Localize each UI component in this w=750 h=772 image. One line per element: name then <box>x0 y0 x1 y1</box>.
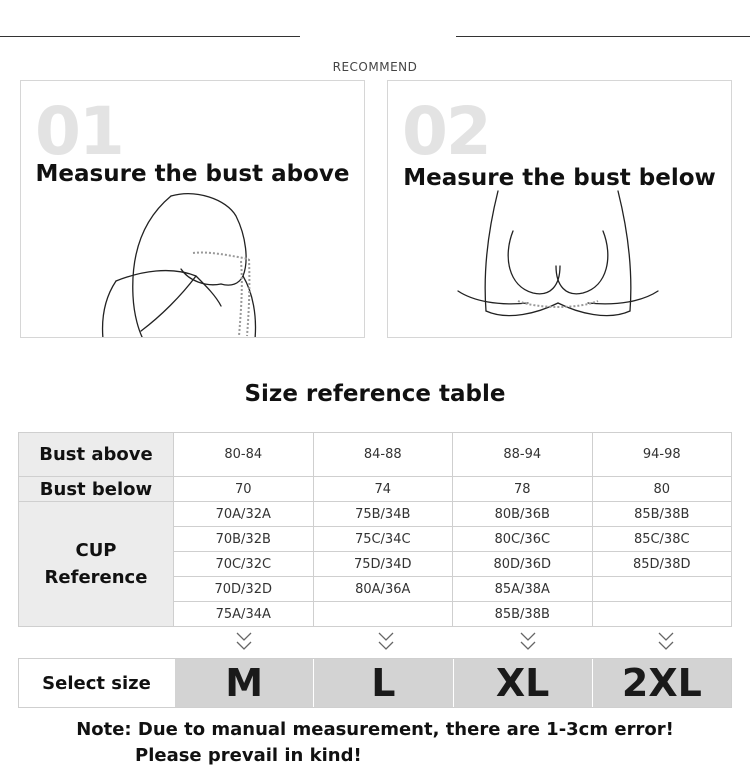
size-reference-table <box>18 432 732 627</box>
table-row-bust-below <box>19 477 732 502</box>
table-cell: 85C/38C <box>592 527 732 552</box>
measure-panel-below <box>387 80 732 338</box>
panel-caption: Measure the bust above <box>35 161 350 187</box>
table-cell <box>592 577 732 602</box>
table-cell: 80 <box>592 477 732 502</box>
row-label-bust-above: Bust above <box>19 433 174 477</box>
bust-above-illustration-icon <box>21 81 365 338</box>
header-rule-left <box>0 36 300 37</box>
size-table-title: Size reference table <box>244 381 506 407</box>
bust-below-illustration-icon <box>388 81 732 338</box>
size-option-xl[interactable]: XL <box>453 659 592 707</box>
table-row-bust-above <box>19 433 732 477</box>
table-cell: 70C/32C <box>174 552 314 577</box>
cup-label-line1: CUP <box>75 540 117 561</box>
panel-number: 02 <box>402 93 490 170</box>
table-cell <box>592 602 732 627</box>
select-size-label: Select size <box>19 659 174 707</box>
recommend-label: RECOMMEND <box>332 60 418 74</box>
table-cell: 70 <box>174 477 314 502</box>
table-cell: 85B/38B <box>592 502 732 527</box>
table-cell: 75A/34A <box>174 602 314 627</box>
table-cell: 75B/34B <box>313 502 453 527</box>
cup-label-line2: Reference <box>44 567 148 588</box>
chevron-down-icon <box>234 631 254 653</box>
table-cell: 85B/38B <box>453 602 593 627</box>
note-line-1: Note: Due to manual measurement, there are 1-3cm error! <box>76 719 674 740</box>
table-cell: 78 <box>453 477 593 502</box>
row-label-cup-reference <box>19 502 174 627</box>
table-cell: 80-84 <box>174 433 314 477</box>
table-cell: 70A/32A <box>174 502 314 527</box>
table-cell: 88-94 <box>453 433 593 477</box>
table-cell: 74 <box>313 477 453 502</box>
table-cell: 80B/36B <box>453 502 593 527</box>
table-cell: 84-88 <box>313 433 453 477</box>
table-cell: 80A/36A <box>313 577 453 602</box>
table-cell <box>313 602 453 627</box>
size-option-2xl[interactable]: 2XL <box>592 659 731 707</box>
panel-caption: Measure the bust below <box>403 165 716 191</box>
table-cell: 85D/38D <box>592 552 732 577</box>
row-label-bust-below: Bust below <box>19 477 174 502</box>
table-cell: 75C/34C <box>313 527 453 552</box>
header-rule-right <box>456 36 750 37</box>
table-cell: 80D/36D <box>453 552 593 577</box>
table-cell: 94-98 <box>592 433 732 477</box>
table-cell: 70D/32D <box>174 577 314 602</box>
note-line-2: Please prevail in kind! <box>135 745 362 766</box>
size-option-m[interactable]: M <box>174 659 313 707</box>
measure-panel-above <box>20 80 365 338</box>
table-cell: 75D/34D <box>313 552 453 577</box>
table-row-cup <box>19 502 732 527</box>
chevron-down-icon <box>376 631 396 653</box>
table-cell: 80C/36C <box>453 527 593 552</box>
panel-number: 01 <box>35 93 123 170</box>
table-cell: 70B/32B <box>174 527 314 552</box>
chevron-down-icon <box>656 631 676 653</box>
select-size-row <box>18 658 732 708</box>
chevron-down-icon <box>518 631 538 653</box>
table-cell: 85A/38A <box>453 577 593 602</box>
size-option-l[interactable]: L <box>313 659 452 707</box>
